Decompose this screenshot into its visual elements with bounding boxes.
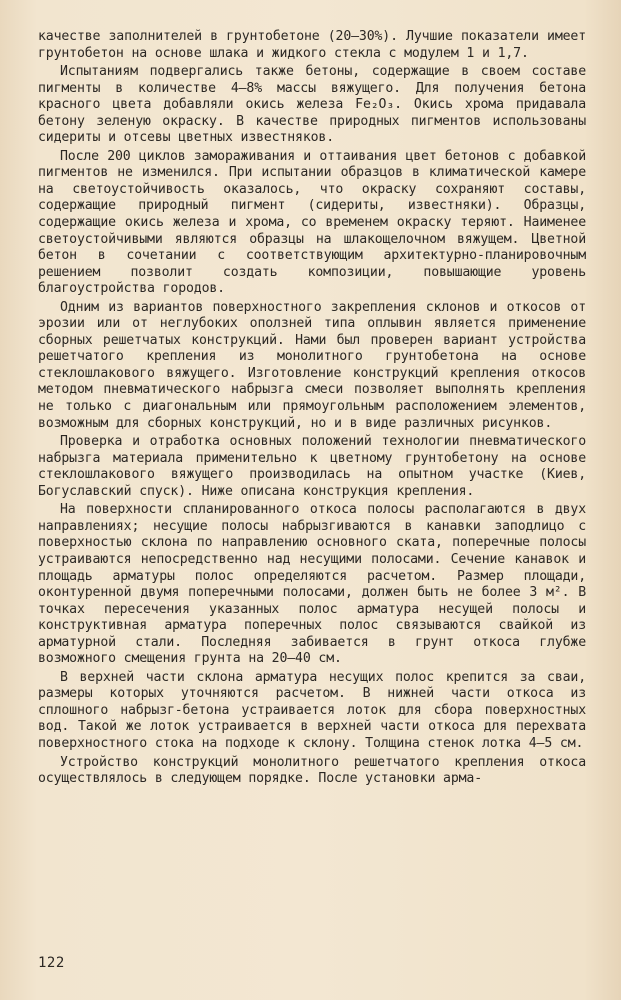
- paragraph-5: Проверка и отработка основных положений технологии пневматического набрызга материала применительно к цветному грунтобетону на основе стеклошлакового вяжущего производилась на опытном участке (Киев, Богуславский спуск). Ниже описана конструкция крепления.: [38, 434, 586, 499]
- paragraph-2: Испытаниям подвергались также бетоны, содержащие в своем составе пигменты в количестве 4–8% массы вяжущего. Для получения бетона красного цвета добавляли окись железа Fe₂O₃. Окись хрома придавала бетону зеленую окраску. В качестве природных пигментов использованы сидериты и отсевы цветных известняков.: [38, 64, 586, 146]
- page-number: 122: [38, 955, 65, 971]
- paragraph-6: На поверхности спланированного откоса полосы располагаются в двух направлениях; несущие полосы набрызгиваются в канавки заподлицо с поверхностью склона по направлению основного ската, поперечные полосы устраиваются непосредственно над несущими полосами. Сечение канавок и площадь арматуры полос определяются расчетом. Размер площади, оконтуренной двумя поперечными полосами, должен быть не более 3 м². В точках пересечения указанных полос арматура несущей полосы и конструктивная арматура поперечных полос связываются свайкой из арматурной стали. Последняя забивается в грунт откоса глубже возможного смещения грунта на 20–40 см.: [38, 502, 586, 667]
- page-body-text: [38, 29, 586, 790]
- paragraph-8: Устройство конструкций монолитного решетчатого крепления откоса осуществлялось в следующем порядке. После установки арма-: [38, 754, 586, 787]
- paragraph-4: Одним из вариантов поверхностного закрепления склонов и откосов от эрозии или от неглубоких оползней типа оплывин является применение сборных решетчатых конструкций. Нами был проверен вариант устройства решетчатого крепления из монолитного грунтобетона на основе стеклошлакового вяжущего. Изготовление конструкций крепления откосов методом пневматического набрызга смеси позволяет выполнять крепления не только с диагональным или прямоугольным расположением элементов, возможным для сборных конструкций, но и в виде различных рисунков.: [38, 299, 586, 431]
- paragraph-7: В верхней части склона арматура несущих полос крепится за сваи, размеры которых уточняются расчетом. В нижней части откоса из сплошного набрызг-бетона устраивается лоток для сбора поверхностных вод. Такой же лоток устраивается в верхней части откоса для перехвата поверхностного стока на подходе к склону. Толщина стенок лотка 4–5 см.: [38, 669, 586, 751]
- paragraph-1: качестве заполнителей в грунтобетоне (20–30%). Лучшие показатели имеет грунтобетон на основе шлака и жидкого стекла с модулем 1 и 1,7.: [38, 29, 586, 61]
- paragraph-3: После 200 циклов замораживания и оттаивания цвет бетонов с добавкой пигментов не изменился. При испытании образцов в климатической камере на светоустойчивость оказалось, что окраску сохраняют составы, содержащие природный пигмент (сидериты, известняки). Образцы, содержащие окись железа и хрома, со временем окраску теряют. Наименее светоустойчивыми являются образцы на шлакощелочном вяжущем. Цветной бетон в сочетании с соответствующим архитектурно-планировочным решением позволит создать композиции, повышающие уровень благоустройства городов.: [38, 148, 586, 297]
